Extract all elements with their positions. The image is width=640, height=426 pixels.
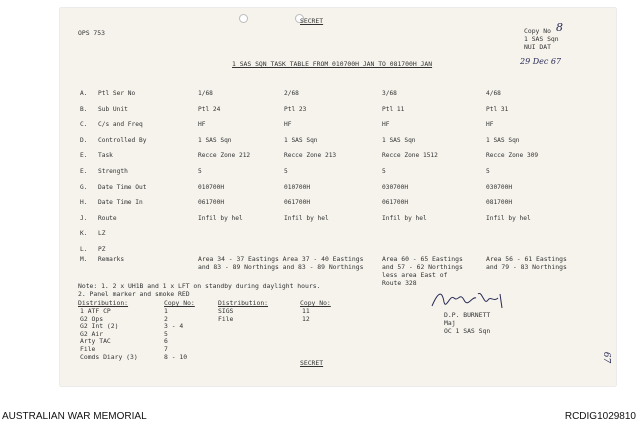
row-label: C/s and Freq <box>98 121 143 128</box>
classification-bottom: SECRET <box>300 359 324 367</box>
copy-no-label: Copy No <box>524 27 551 35</box>
distribution-copy: 2 <box>164 315 168 323</box>
row-letter: E. <box>80 152 88 159</box>
table-cell: 010700H <box>284 184 311 191</box>
copy-no-value: 8 <box>556 21 563 34</box>
distribution-addressee: File <box>80 345 96 353</box>
row-label: Strength <box>98 168 128 175</box>
remarks-col3-line: Route 328 <box>382 279 417 287</box>
distribution-heading: Distribution: <box>218 299 269 307</box>
row-letter: K. <box>80 230 88 237</box>
row-letter: L. <box>80 246 88 253</box>
row-label: Date Time Out <box>98 184 147 191</box>
table-cell: 2/68 <box>284 90 299 97</box>
table-cell: HF <box>284 121 292 128</box>
remarks-col3-line: and 57 - 62 Northings <box>382 263 463 271</box>
row-letter: G. <box>80 184 88 191</box>
margin-handwriting: 67 <box>601 351 612 364</box>
ops-reference: OPS 753 <box>78 29 105 37</box>
signatory-rank: Maj <box>444 319 456 327</box>
table-cell: HF <box>198 121 206 128</box>
table-cell: 081700H <box>486 199 513 206</box>
table-cell: Recce Zone 309 <box>486 152 539 159</box>
classification-top: SECRET <box>300 17 324 25</box>
table-cell: 1/68 <box>198 90 213 97</box>
table-cell: 5 <box>284 168 288 175</box>
note-line: 2. Panel marker and smoke RED <box>78 290 190 298</box>
table-cell: 4/68 <box>486 90 501 97</box>
table-cell: 061700H <box>284 199 311 206</box>
table-cell: 5 <box>198 168 202 175</box>
table-cell: Infil by hel <box>284 215 329 222</box>
remarks-col3-line: less area East of <box>382 271 448 279</box>
row-letter: D. <box>80 137 88 144</box>
row-label: Date Time In <box>98 199 143 206</box>
distribution-addressee: SIGS <box>218 307 234 315</box>
punch-hole <box>239 14 248 23</box>
row-letter: M. <box>80 256 88 263</box>
remarks-col1-line: Area 34 - 37 Eastings Area 37 - 40 Eastings <box>198 255 364 263</box>
distribution-addressee: G2 Air <box>80 330 104 338</box>
row-label: Task <box>98 152 113 159</box>
footer-credit: AUSTRALIAN WAR MEMORIAL <box>2 411 147 422</box>
remarks-col1-line: and 83 - 89 Northings and 83 - 89 Northings <box>198 263 364 271</box>
table-cell: Ptl 24 <box>198 106 221 113</box>
table-cell: 1 SAS Sqn <box>284 137 318 144</box>
signatory-role: OC 1 SAS Sqn <box>444 327 491 335</box>
row-label: Controlled By <box>98 137 147 144</box>
distribution-copy: 7 <box>164 345 168 353</box>
table-cell: HF <box>382 121 390 128</box>
handwritten-date: 29 Dec 67 <box>520 57 562 66</box>
table-cell: Infil by hel <box>486 215 531 222</box>
signature <box>428 288 508 312</box>
distribution-heading: Distribution: <box>78 299 129 307</box>
document-page <box>60 8 616 386</box>
copy-no-heading: Copy No: <box>164 299 195 307</box>
distribution-copy: 5 <box>164 330 168 338</box>
copy-no-heading: Copy No: <box>300 299 331 307</box>
remarks-col3-line: Area 60 - 65 Eastings <box>382 255 463 263</box>
table-cell: Recce Zone 1512 <box>382 152 438 159</box>
table-cell: Ptl 11 <box>382 106 405 113</box>
distribution-copy: 8 - 10 <box>164 353 188 361</box>
table-cell: 3/68 <box>382 90 397 97</box>
remarks-col4-line: and 79 - 83 Northings <box>486 263 567 271</box>
table-cell: Recce Zone 212 <box>198 152 251 159</box>
unit: 1 SAS Sqn <box>524 35 559 43</box>
table-cell: 030700H <box>382 184 409 191</box>
table-cell: Infil by hel <box>382 215 427 222</box>
table-cell: 010700H <box>198 184 225 191</box>
row-letter: B. <box>80 106 88 113</box>
table-cell: Recce Zone 213 <box>284 152 337 159</box>
distribution-copy: 1 <box>164 307 168 315</box>
table-cell: 061700H <box>198 199 225 206</box>
distribution-addressee: Comds Diary (3) <box>80 353 138 361</box>
row-letter: H. <box>80 199 88 206</box>
signatory-name: D.P. BURNETT <box>444 311 491 319</box>
distribution-addressee: 1 ATF CP <box>80 307 111 315</box>
note-line: Note: 1. 2 x UH1B and 1 x LFT on standby during daylight hours. <box>78 282 321 290</box>
table-cell: 1 SAS Sqn <box>382 137 416 144</box>
table-cell: Infil by hel <box>198 215 243 222</box>
distribution-copy: 3 - 4 <box>164 322 184 330</box>
distribution-addressee: G2 Int (2) <box>80 322 119 330</box>
row-label: PZ <box>98 246 106 253</box>
footer-id: RCDIG1029810 <box>564 411 636 422</box>
distribution-copy: 6 <box>164 337 168 345</box>
table-cell: 030700H <box>486 184 513 191</box>
row-letter: C. <box>80 121 88 128</box>
table-cell: HF <box>486 121 494 128</box>
row-letter: E. <box>80 168 88 175</box>
remarks-col4-line: Area 56 - 61 Eastings <box>486 255 567 263</box>
row-label: Sub Unit <box>98 106 128 113</box>
distribution-addressee: Arty TAC <box>80 337 111 345</box>
table-cell: Ptl 31 <box>486 106 509 113</box>
row-label: Route <box>98 215 117 222</box>
distribution-addressee: File <box>218 315 234 323</box>
row-label: LZ <box>98 230 106 237</box>
table-cell: 5 <box>486 168 490 175</box>
table-cell: 061700H <box>382 199 409 206</box>
distribution-copy: 12 <box>302 315 310 323</box>
table-cell: 1 SAS Sqn <box>198 137 232 144</box>
row-letter: A. <box>80 90 88 97</box>
table-cell: 1 SAS Sqn <box>486 137 520 144</box>
table-cell: Ptl 23 <box>284 106 307 113</box>
page-title: 1 SAS SQN TASK TABLE FROM 010700H JAN TO 081700H JAN <box>232 60 433 68</box>
row-letter: J. <box>80 215 88 222</box>
distribution-copy: 11 <box>302 307 310 315</box>
row-label: Ptl Ser No <box>98 90 136 97</box>
table-cell: 5 <box>382 168 386 175</box>
row-label: Remarks <box>98 256 125 263</box>
location: NUI DAT <box>524 43 551 51</box>
distribution-addressee: G2 Ops <box>80 315 104 323</box>
